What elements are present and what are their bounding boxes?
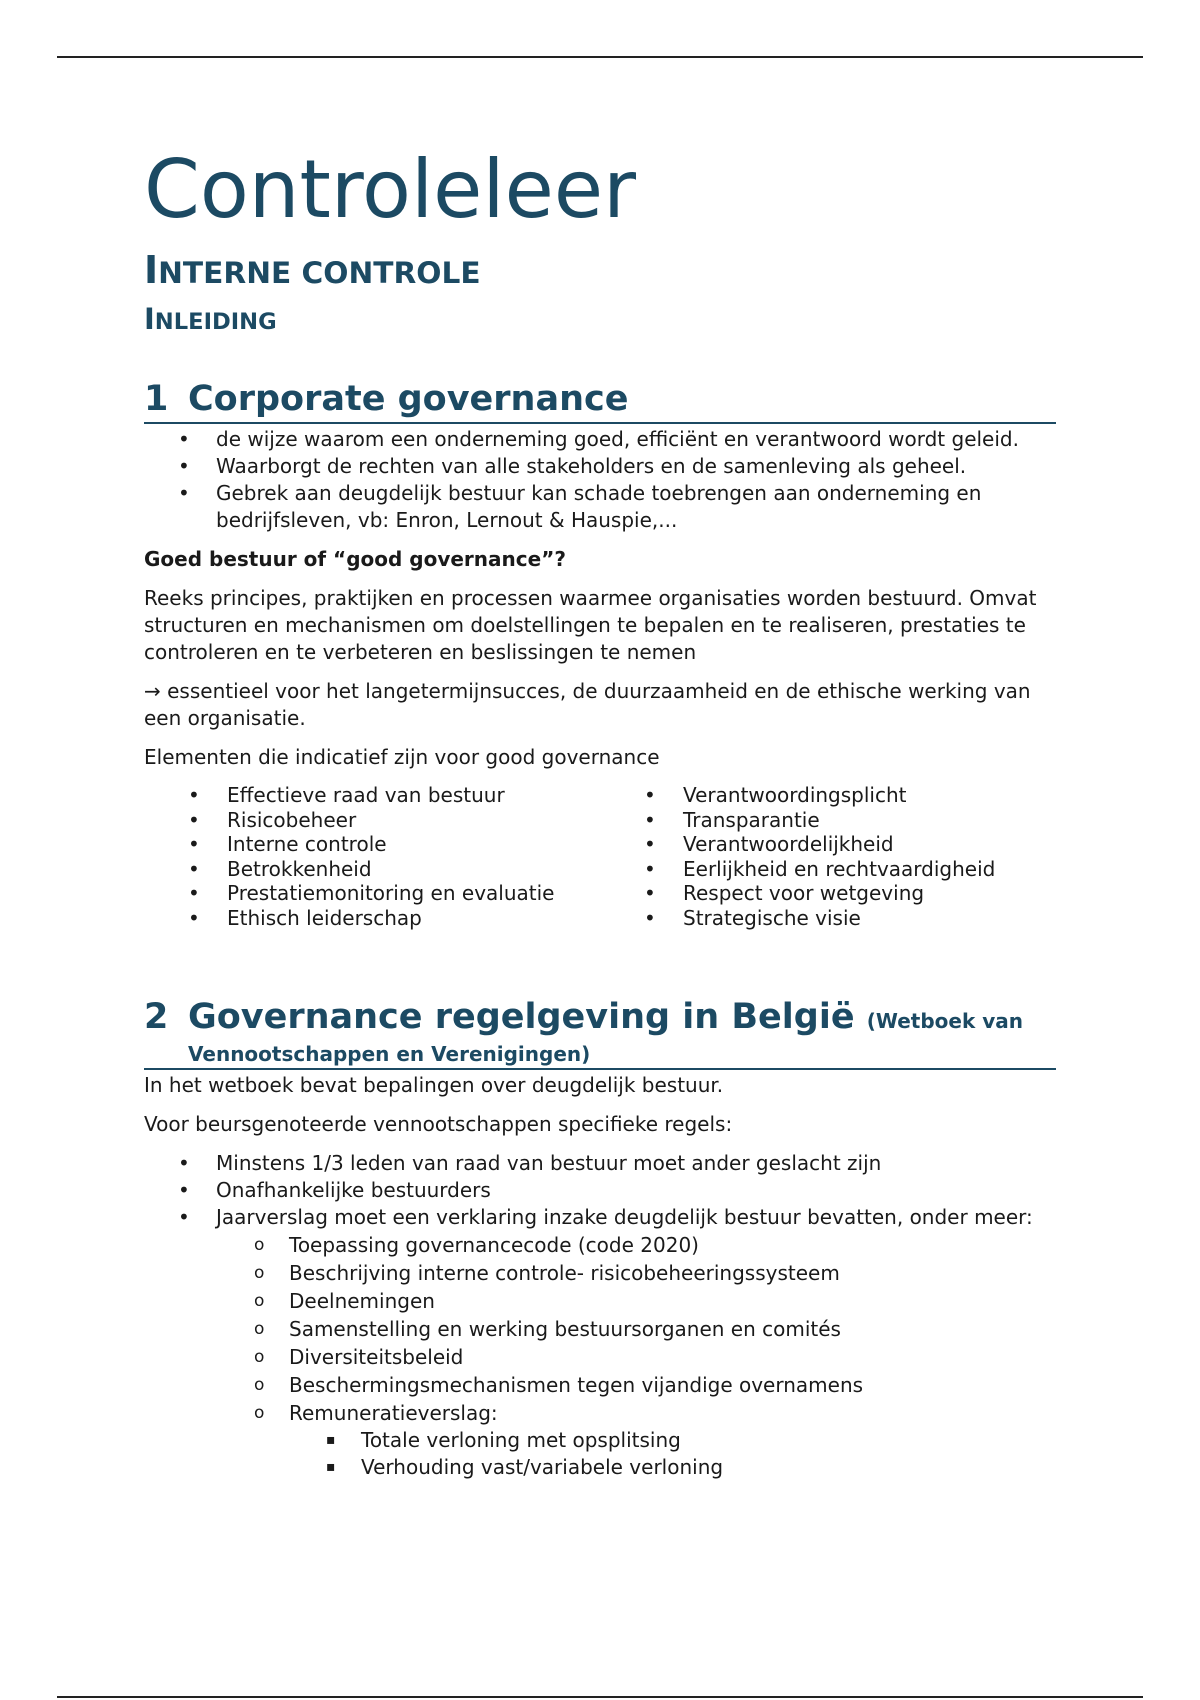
elements-right-list	[600, 783, 1056, 930]
elements-intro: Elementen die indicatief zijn voor good governance	[144, 745, 660, 769]
list-item: • Eerlijkheid en rechtvaardigheid	[600, 857, 1056, 882]
document-page	[144, 140, 1056, 1481]
list-item: • Verantwoordelijkheid	[600, 832, 1056, 857]
list-item: o Beschermingsmechanismen tegen vijandige overnamens	[144, 1371, 1056, 1399]
section1-bullets	[144, 426, 1056, 534]
elements-columns	[144, 783, 1056, 930]
subtitle-inleiding: INLEIDING	[144, 302, 277, 336]
governance-question: Goed bestuur of “good governance”?	[144, 547, 566, 571]
list-item: • Waarborgt de rechten van alle stakeholders en de samenleving als geheel.	[144, 453, 1056, 480]
list-item: • de wijze waarom een onderneming goed, efficiënt en verantwoord wordt geleid.	[144, 426, 1056, 453]
list-item: • Respect voor wetgeving	[600, 881, 1056, 906]
list-item: • Verantwoordingsplicht	[600, 783, 1056, 808]
list-item: o Deelnemingen	[144, 1287, 1056, 1315]
list-item: • Transparantie	[600, 808, 1056, 833]
list-item: o Remuneratieverslag:	[144, 1399, 1056, 1427]
list-item: o Samenstelling en werking bestuursorganen en comités	[144, 1315, 1056, 1343]
list-item: • Interne controle	[144, 832, 600, 857]
governance-importance: → essentieel voor het langetermijnsucces, de duurzaamheid en de ethische werking van een organisatie.	[144, 679, 1031, 730]
list-item: • Minstens 1/3 leden van raad van bestuur moet ander geslacht zijn	[144, 1150, 1056, 1177]
section2-bullets	[144, 1150, 1056, 1231]
elements-left-list	[144, 783, 600, 930]
list-item: o Beschrijving interne controle- risicobeheeringssysteem	[144, 1259, 1056, 1287]
section1-heading: 1 Corporate governance	[144, 378, 1056, 424]
list-item: • Onafhankelijke bestuurders	[144, 1177, 1056, 1204]
remuneration-subitems	[144, 1427, 1056, 1481]
list-item: • Ethisch leiderschap	[144, 906, 600, 931]
list-item: ▪ Totale verloning met opsplitsing	[144, 1427, 1056, 1454]
list-item: o Diversiteitsbeleid	[144, 1343, 1056, 1371]
list-item: • Betrokkenheid	[144, 857, 600, 882]
section2-subitems	[144, 1231, 1056, 1427]
list-item: o Toepassing governancecode (code 2020)	[144, 1231, 1056, 1259]
section2-intro: In het wetboek bevat bepalingen over deugdelijk bestuur.	[144, 1073, 724, 1097]
header-rule	[57, 56, 1143, 58]
governance-definition: Reeks principes, praktijken en processen waarmee organisaties worden bestuurd. Omvat structuren en mechanismen om doelstellingen te bepalen en te realiseren, prestaties te controleren en te verbeteren en beslissingen te nemen	[144, 586, 1037, 664]
footer-rule	[57, 1696, 1143, 1698]
section2-heading: 2 Governance regelgeving in België (Wetboek van Vennootschappen en Verenigingen)	[144, 996, 1056, 1070]
document-title: Controleleer	[144, 143, 636, 236]
subtitle-interne-controle: INTERNE CONTROLE	[144, 248, 481, 292]
list-item: • Prestatiemonitoring en evaluatie	[144, 881, 600, 906]
section2-rules-intro: Voor beursgenoteerde vennootschappen specifieke regels:	[144, 1112, 733, 1136]
list-item: • Jaarverslag moet een verklaring inzake deugdelijk bestuur bevatten, onder meer:	[144, 1204, 1056, 1231]
list-item: • Gebrek aan deugdelijk bestuur kan schade toebrengen aan onderneming en bedrijfsleven, vb: Enron, Lernout & Hauspie,...	[144, 480, 1056, 534]
list-item: • Risicobeheer	[144, 808, 600, 833]
list-item: • Strategische visie	[600, 906, 1056, 931]
list-item: • Effectieve raad van bestuur	[144, 783, 600, 808]
list-item: ▪ Verhouding vast/variabele verloning	[144, 1454, 1056, 1481]
